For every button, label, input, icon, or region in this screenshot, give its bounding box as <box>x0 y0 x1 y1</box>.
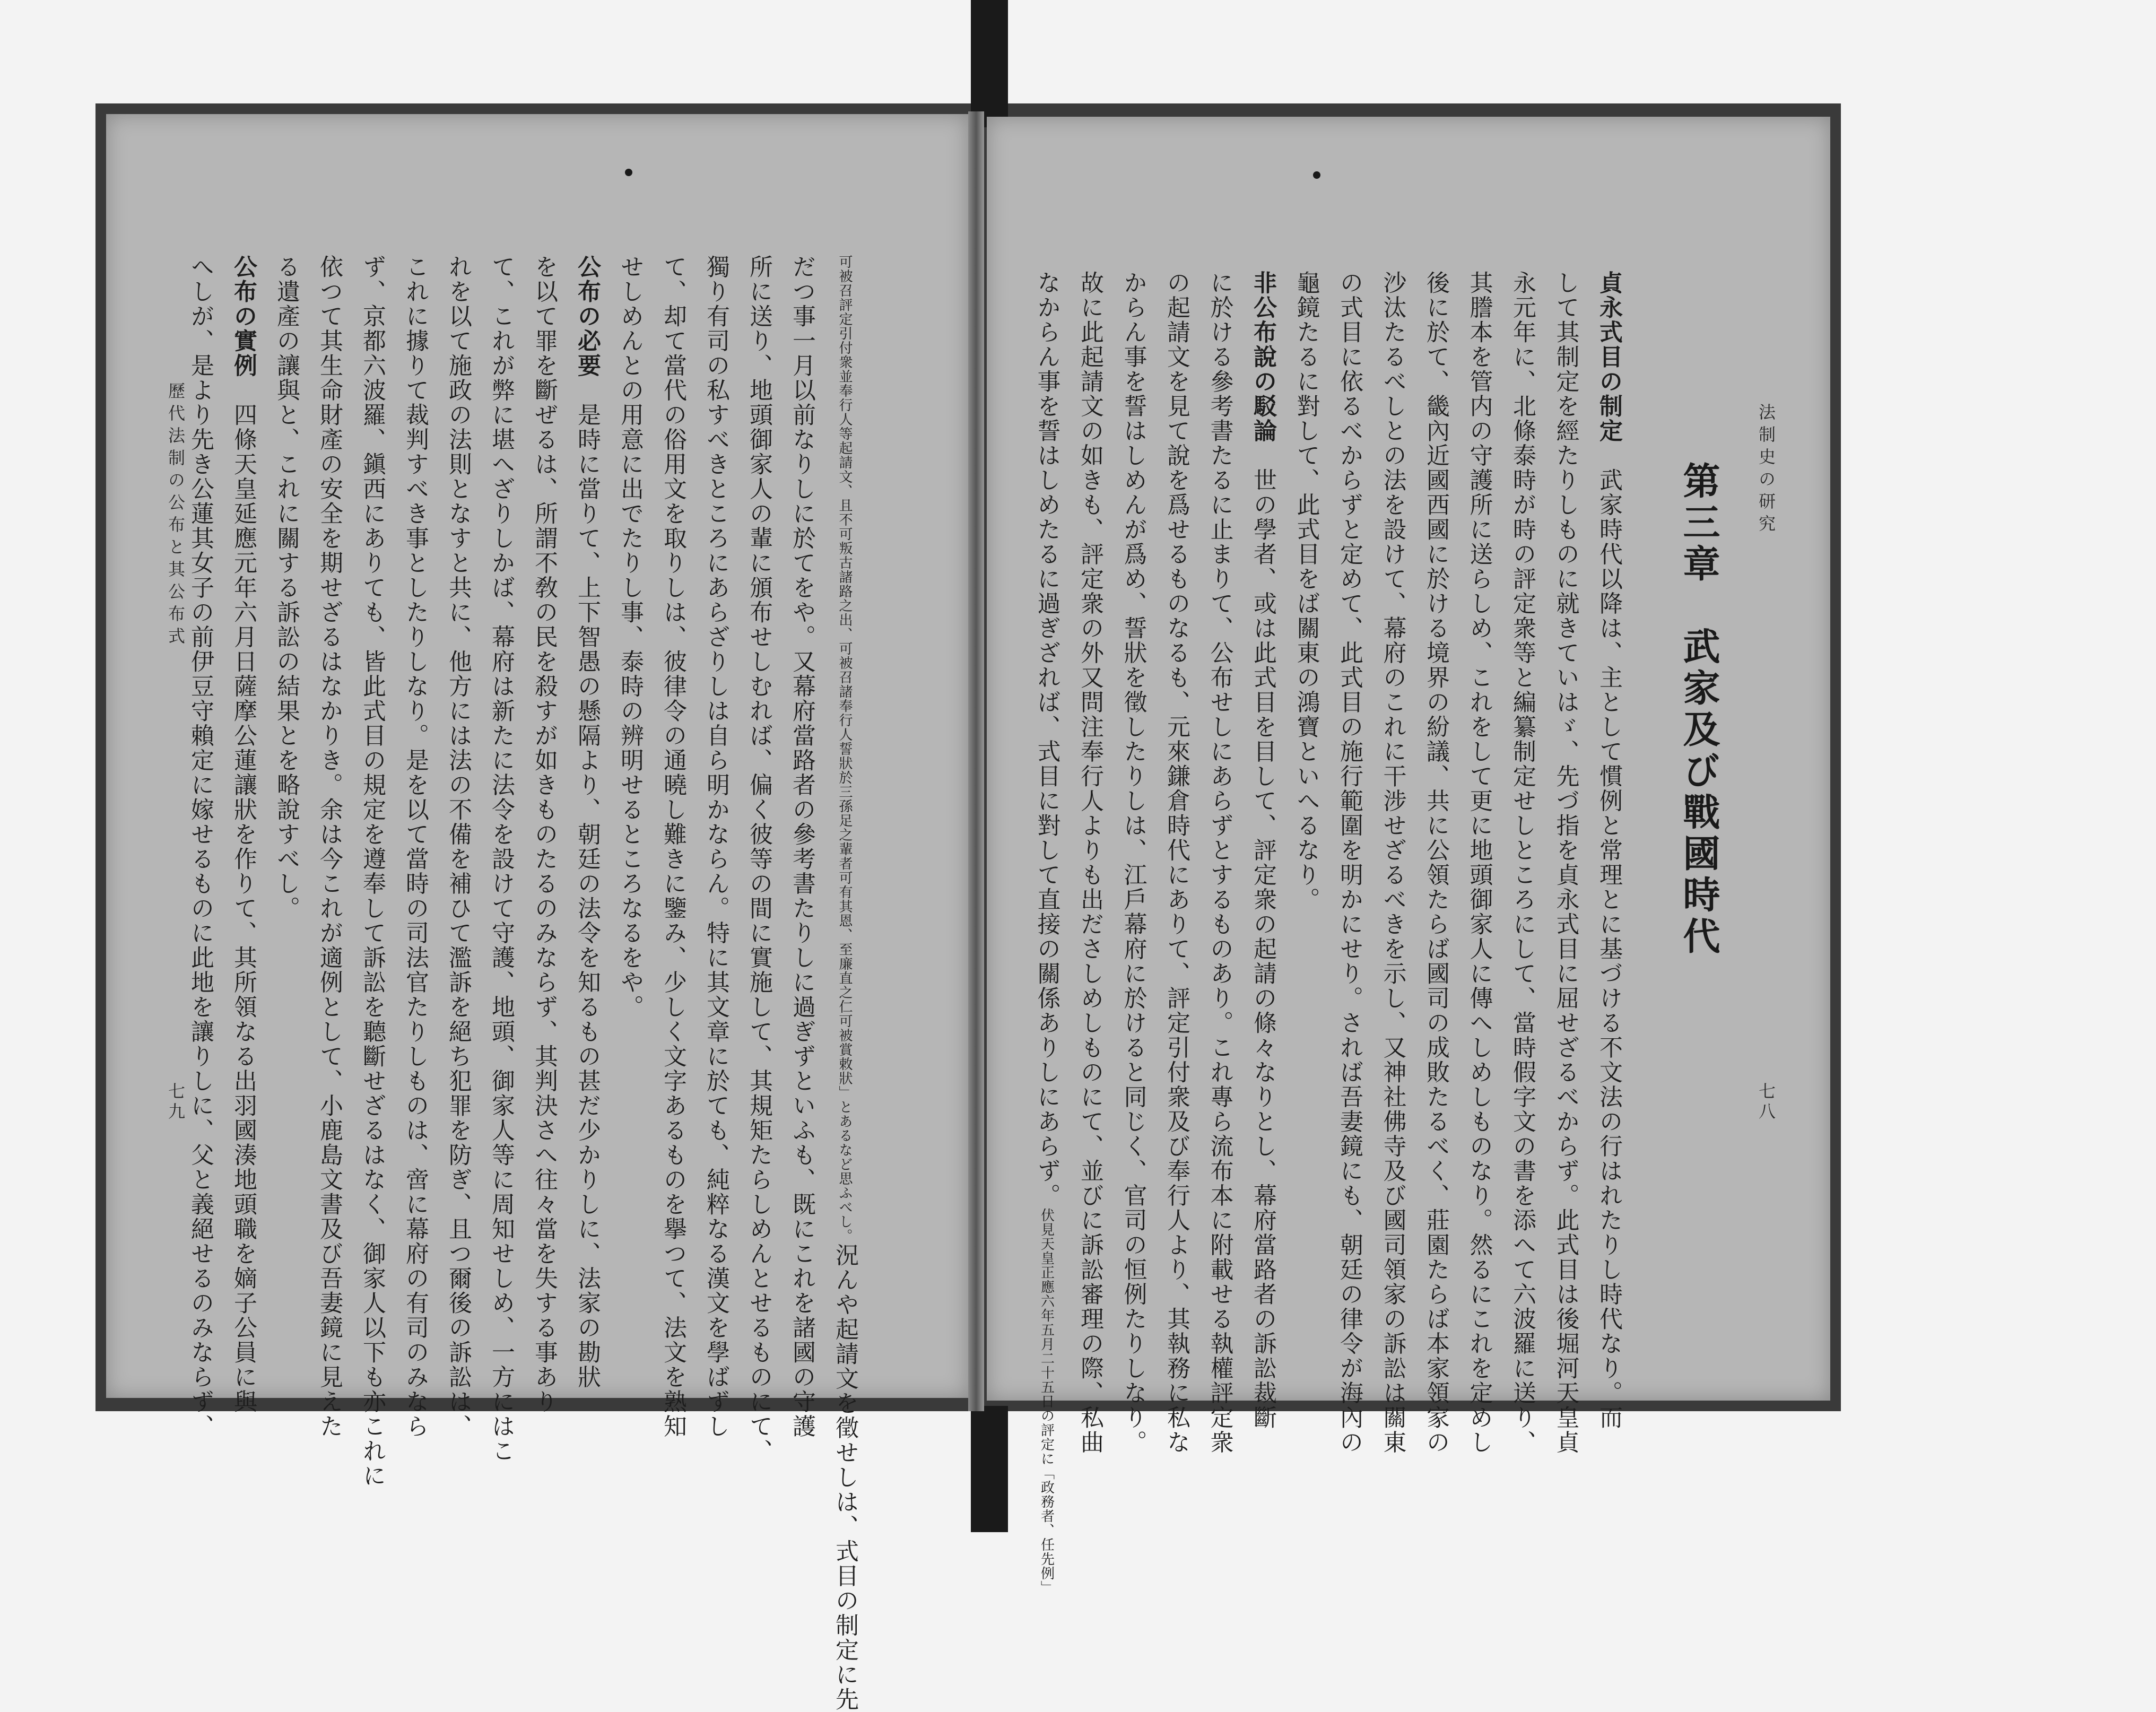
body-text: 龜鏡たるに對して、此式目をば關東の鴻寶といへるなり。 <box>1292 271 1320 912</box>
body-text: これに據りて裁判すべき事としたりしなり。是を以て當時の司法官たりしものは、啻に幕府の有司のみなら <box>402 255 429 1439</box>
text-column <box>790 255 813 1439</box>
text-column <box>1510 271 1534 1455</box>
inline-note: 伏見天皇正應六年五月二十五日の評定に「政務者、任先例」 <box>1038 1208 1055 1595</box>
body-text: れを以て施政の法則となすと共に、他方には法の不備を補ひて濫訴を絕ち犯罪を防ぎ、且つ爾後の訴訟は、 <box>445 255 472 1439</box>
text-column <box>1078 271 1101 1455</box>
body-text: なからん事を誓はしめたるに過ぎざれば、式目に對して直接の關係ありしにあらず。 <box>1033 271 1060 1208</box>
text-column <box>1337 271 1361 1455</box>
body-text: 後に於て、畿內近國西國に於ける境界の紛議、共に公領たらば國司の成敗たるべく、莊園たらば本家領家の <box>1422 271 1449 1455</box>
text-column <box>573 255 601 1389</box>
section-heading: 非公布說の駁論 <box>1249 271 1276 444</box>
body-text: 四條天皇延應元年六月日薩摩公蓮讓狀を作りて、其所領なる出羽國湊地頭職を嫡子公員に與 <box>230 378 257 1414</box>
text-column <box>1251 271 1274 1430</box>
body-text: を以て罪を斷ぜるは、所謂不敎の民を殺すが如きものたるのみならず、其判決さへ往々當を失する事あり <box>531 255 558 1414</box>
text-column <box>317 255 341 1439</box>
body-text: の式目に依るべからずと定めて、此式目の施行範圍を明かにせり。されば吾妻鏡にも、朝廷の律令が海內の <box>1336 271 1363 1455</box>
body-text: 是時に當りて、上下智愚の懸隔より、朝廷の法令を知るもの甚だ少かりしに、法家の勘狀 <box>573 378 601 1389</box>
right-running-head: 法制史の研究 <box>1756 403 1776 537</box>
text-column <box>531 255 558 1414</box>
body-text: へしが、是より先き公蓮其女子の前伊豆守賴定に嫁せるものに此地を讓りしに、父と義絕せるのみならず、 <box>187 255 214 1439</box>
text-column <box>1208 271 1231 1455</box>
body-text: 其謄本を管内の守護所に送らしめ、これをして更に地頭御家人に傳へしめしものなり。然るにこれを定めし <box>1465 271 1493 1455</box>
right-page-number: 七八 <box>1756 1082 1776 1123</box>
text-column <box>1554 271 1577 1455</box>
body-text: 所に送り、地頭御家人の輩に頒布せしむれば、偏く彼等の間に實施して、其規矩たらしめんとせるものにて、 <box>745 255 772 1464</box>
text-column <box>231 255 255 1414</box>
inline-note: 可被召評定引付衆並奉行人等起請文、且不可叛古諸路之出、可被召諸奉行人誓狀於三孫足之輩者可有其恩、至廉直之仁可被賞敕狀」とあるなど思ふべし。 <box>837 255 853 1243</box>
text-column <box>1164 271 1188 1455</box>
text-column <box>1597 271 1620 1430</box>
body-text: 永元年に、北條泰時が時の評定衆等と編纂制定せしところにして、當時假字文の書を添へて六波羅に送り、 <box>1509 271 1536 1455</box>
section-heading: 公布の實例 <box>230 255 257 378</box>
book-gutter <box>968 111 984 1411</box>
text-column <box>1119 271 1147 1455</box>
text-column <box>1294 271 1318 912</box>
body-text: に於ける參考書たるに止まりて、公布せしにあらずとするものあり。これ專ら流布本に附載せる執權評定衆 <box>1206 271 1233 1455</box>
body-text: 世の學者、或は此式目を目して、評定衆の起請の條々なりとし、幕府當路者の訴訟裁斷 <box>1249 443 1276 1430</box>
left-running-head: 歷代法制の公布と其公布式 <box>166 382 186 649</box>
text-column <box>360 255 384 1488</box>
body-text: る遺產の讓與と、これに關する訴訟の結果とを略說すべし。 <box>273 255 300 921</box>
body-text: て、却て當代の俗用文を取りしは、彼律令の通曉し難きに鑒み、少しく文字あるものを擧つて、法文を熟知 <box>659 255 686 1439</box>
body-text: の起請文を見て說を爲せるものなるも、元來鎌倉時代にありて、評定引付衆及び奉行人より、其執務に私な <box>1163 271 1190 1455</box>
page-mark-right <box>1313 171 1320 179</box>
page-mark-left <box>625 169 632 176</box>
text-column <box>274 255 298 921</box>
body-text: からん事を誓はしめんが爲め、誓狀を徵したりしは、江戶幕府に於けると同じく、官司の恒例たりしなり。 <box>1119 271 1147 1455</box>
section-heading: 公布の必要 <box>573 255 601 378</box>
body-text: 沙汰たるべしとの法を設けて、幕府のこれに干涉せざるべきを示し、又神社佛寺及び國司領家の訴訟は關東 <box>1379 271 1406 1455</box>
body-text: して其制定を經たりしものに就きていはゞ、先づ指を貞永式目に屈せざるべからず。此式目は後堀河天皇貞 <box>1552 271 1579 1455</box>
text-column <box>1424 271 1447 1455</box>
binding-strap-bottom <box>971 1406 1008 1532</box>
body-text: 獨り有司の私すべきところにあらざりしは自ら明かならん。特に其文章に於ても、純粹なる漢文を學ばずし <box>702 255 729 1439</box>
text-column <box>1381 271 1404 1455</box>
text-column <box>616 255 644 1020</box>
body-text: 故に此起請文の如きも、評定衆の外又問注奉行人よりも出ださしめしものにて、並びに訴訟審理の際、私曲 <box>1076 271 1103 1455</box>
text-column <box>403 255 427 1439</box>
body-text: だつ事一月以前なりしに於てをや。又幕府當路者の參考書たりしに過ぎずといふも、既にこれを諸國の守護 <box>788 255 815 1439</box>
left-page-number: 七九 <box>166 1082 186 1123</box>
text-column <box>446 255 470 1439</box>
text-column <box>704 255 727 1439</box>
body-text: 依つて其生命財產の安全を期せざるはなかりき。余は今これが適例として、小鹿島文書及び吾妻鏡に見えた <box>316 255 343 1439</box>
text-column <box>661 255 684 1439</box>
text-column <box>747 255 770 1464</box>
body-text: ず、京都六波羅、鎭西にありても、皆此式目の規定を遵奉して訴訟を聽斷せざるはなく、御家人以下も亦これに <box>359 255 386 1488</box>
body-text: 武家時代以降は、主として慣例と常理とに基づける不文法の行はれたりし時代なり。而 <box>1595 443 1622 1430</box>
body-text: せしめんとの用意に出でたりし事、泰時の辨明せるところなるをや。 <box>616 255 644 1020</box>
section-heading: 貞永式目の制定 <box>1595 271 1622 444</box>
text-column <box>1467 271 1491 1455</box>
chapter-title: 第三章 武家及び戰國時代 <box>1677 462 1721 958</box>
body-text: 況んや起請文を徵せしは、式目の制定に先 <box>831 1243 858 1712</box>
text-column <box>833 255 856 1712</box>
body-text: て、これが弊に堪へざりしかば、幕府は新たに法令を設けて守護、地頭、御家人等に周知せしめ、一方にはこ <box>488 255 515 1464</box>
text-column <box>188 255 212 1439</box>
text-column <box>1035 271 1058 1595</box>
binding-strap-top <box>971 0 1008 127</box>
text-column <box>488 255 515 1464</box>
